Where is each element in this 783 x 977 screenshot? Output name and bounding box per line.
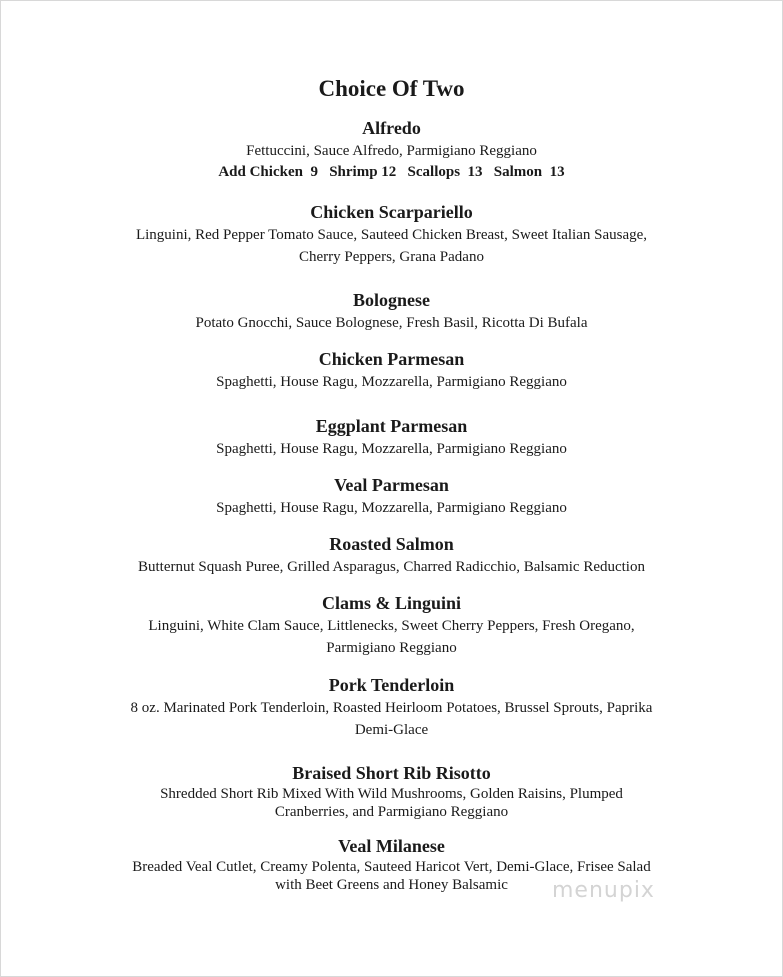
dish-description-line: 8 oz. Marinated Pork Tenderloin, Roasted Heirloom Potatoes, Brussel Sprouts, Paprika [130,700,653,716]
menu-item-veal-milanese [0,835,783,894]
menupix-watermark: menupix [552,878,655,903]
dish-name: Veal Milanese [338,836,445,856]
dish-name: Eggplant Parmesan [315,416,468,436]
dish-description: Spaghetti, House Ragu, Mozzarella, Parmigiano Reggiano [216,441,567,457]
dish-name: Chicken Parmesan [318,349,465,369]
menu-item-bolognese [0,289,783,334]
dish-description [0,697,783,741]
dish-name: Bolognese [352,290,430,310]
dish-description-line: with Beet Greens and Honey Balsamic [275,877,508,893]
dish-description: Butternut Squash Puree, Grilled Asparagus, Charred Radicchio, Balsamic Reduction [138,559,645,575]
dish-description [0,858,783,894]
dish-name: Chicken Scarpariello [310,202,473,222]
dish-addons: Add Chicken 9 Shrimp 12 Scallops 13 Salmon 13 [218,164,565,180]
menu-item-roasted-salmon [0,533,783,578]
menu-item-pork-tenderloin [0,674,783,741]
dish-description-line: Shredded Short Rib Mixed With Wild Mushrooms, Golden Raisins, Plumped [160,786,623,802]
dish-description-line: Demi-Glace [354,722,429,738]
dish-description: Potato Gnocchi, Sauce Bolognese, Fresh Basil, Ricotta Di Bufala [195,315,588,331]
dish-name: Braised Short Rib Risotto [292,763,491,783]
menu-item-chicken-parmesan [0,348,783,393]
menu-item-eggplant-parmesan [0,415,783,460]
dish-name: Pork Tenderloin [328,675,455,695]
dish-description-line: Breaded Veal Cutlet, Creamy Polenta, Sauteed Haricot Vert, Demi-Glace, Frisee Salad [132,859,651,875]
dish-description [0,615,783,659]
menu-item-veal-parmesan [0,474,783,519]
dish-description: Spaghetti, House Ragu, Mozzarella, Parmigiano Reggiano [216,374,567,390]
menu-section-title: Choice Of Two [318,76,465,101]
dish-description [0,785,783,821]
menu-item-alfredo [0,117,783,183]
dish-description-line: Linguini, White Clam Sauce, Littlenecks, Sweet Cherry Peppers, Fresh Oregano, [148,618,635,634]
dish-description-line: Cranberries, and Parmigiano Reggiano [274,804,509,820]
dish-description-line: Cherry Peppers, Grana Padano [299,249,484,265]
dish-description-line: Parmigiano Reggiano [326,640,457,656]
dish-description-line: Linguini, Red Pepper Tomato Sauce, Sauteed Chicken Breast, Sweet Italian Sausage, [135,227,648,243]
dish-description [0,224,783,268]
dish-name: Alfredo [362,118,421,138]
dish-description: Spaghetti, House Ragu, Mozzarella, Parmigiano Reggiano [216,500,567,516]
menu-item-clams-linguini [0,592,783,659]
menu-item-chicken-scarpariello [0,201,783,268]
dish-name: Clams & Linguini [321,593,462,613]
dish-description: Fettuccini, Sauce Alfredo, Parmigiano Reggiano [246,143,537,159]
dish-name: Veal Parmesan [334,475,449,495]
menu-item-braised-short-rib-risotto [0,762,783,821]
dish-name: Roasted Salmon [329,534,454,554]
